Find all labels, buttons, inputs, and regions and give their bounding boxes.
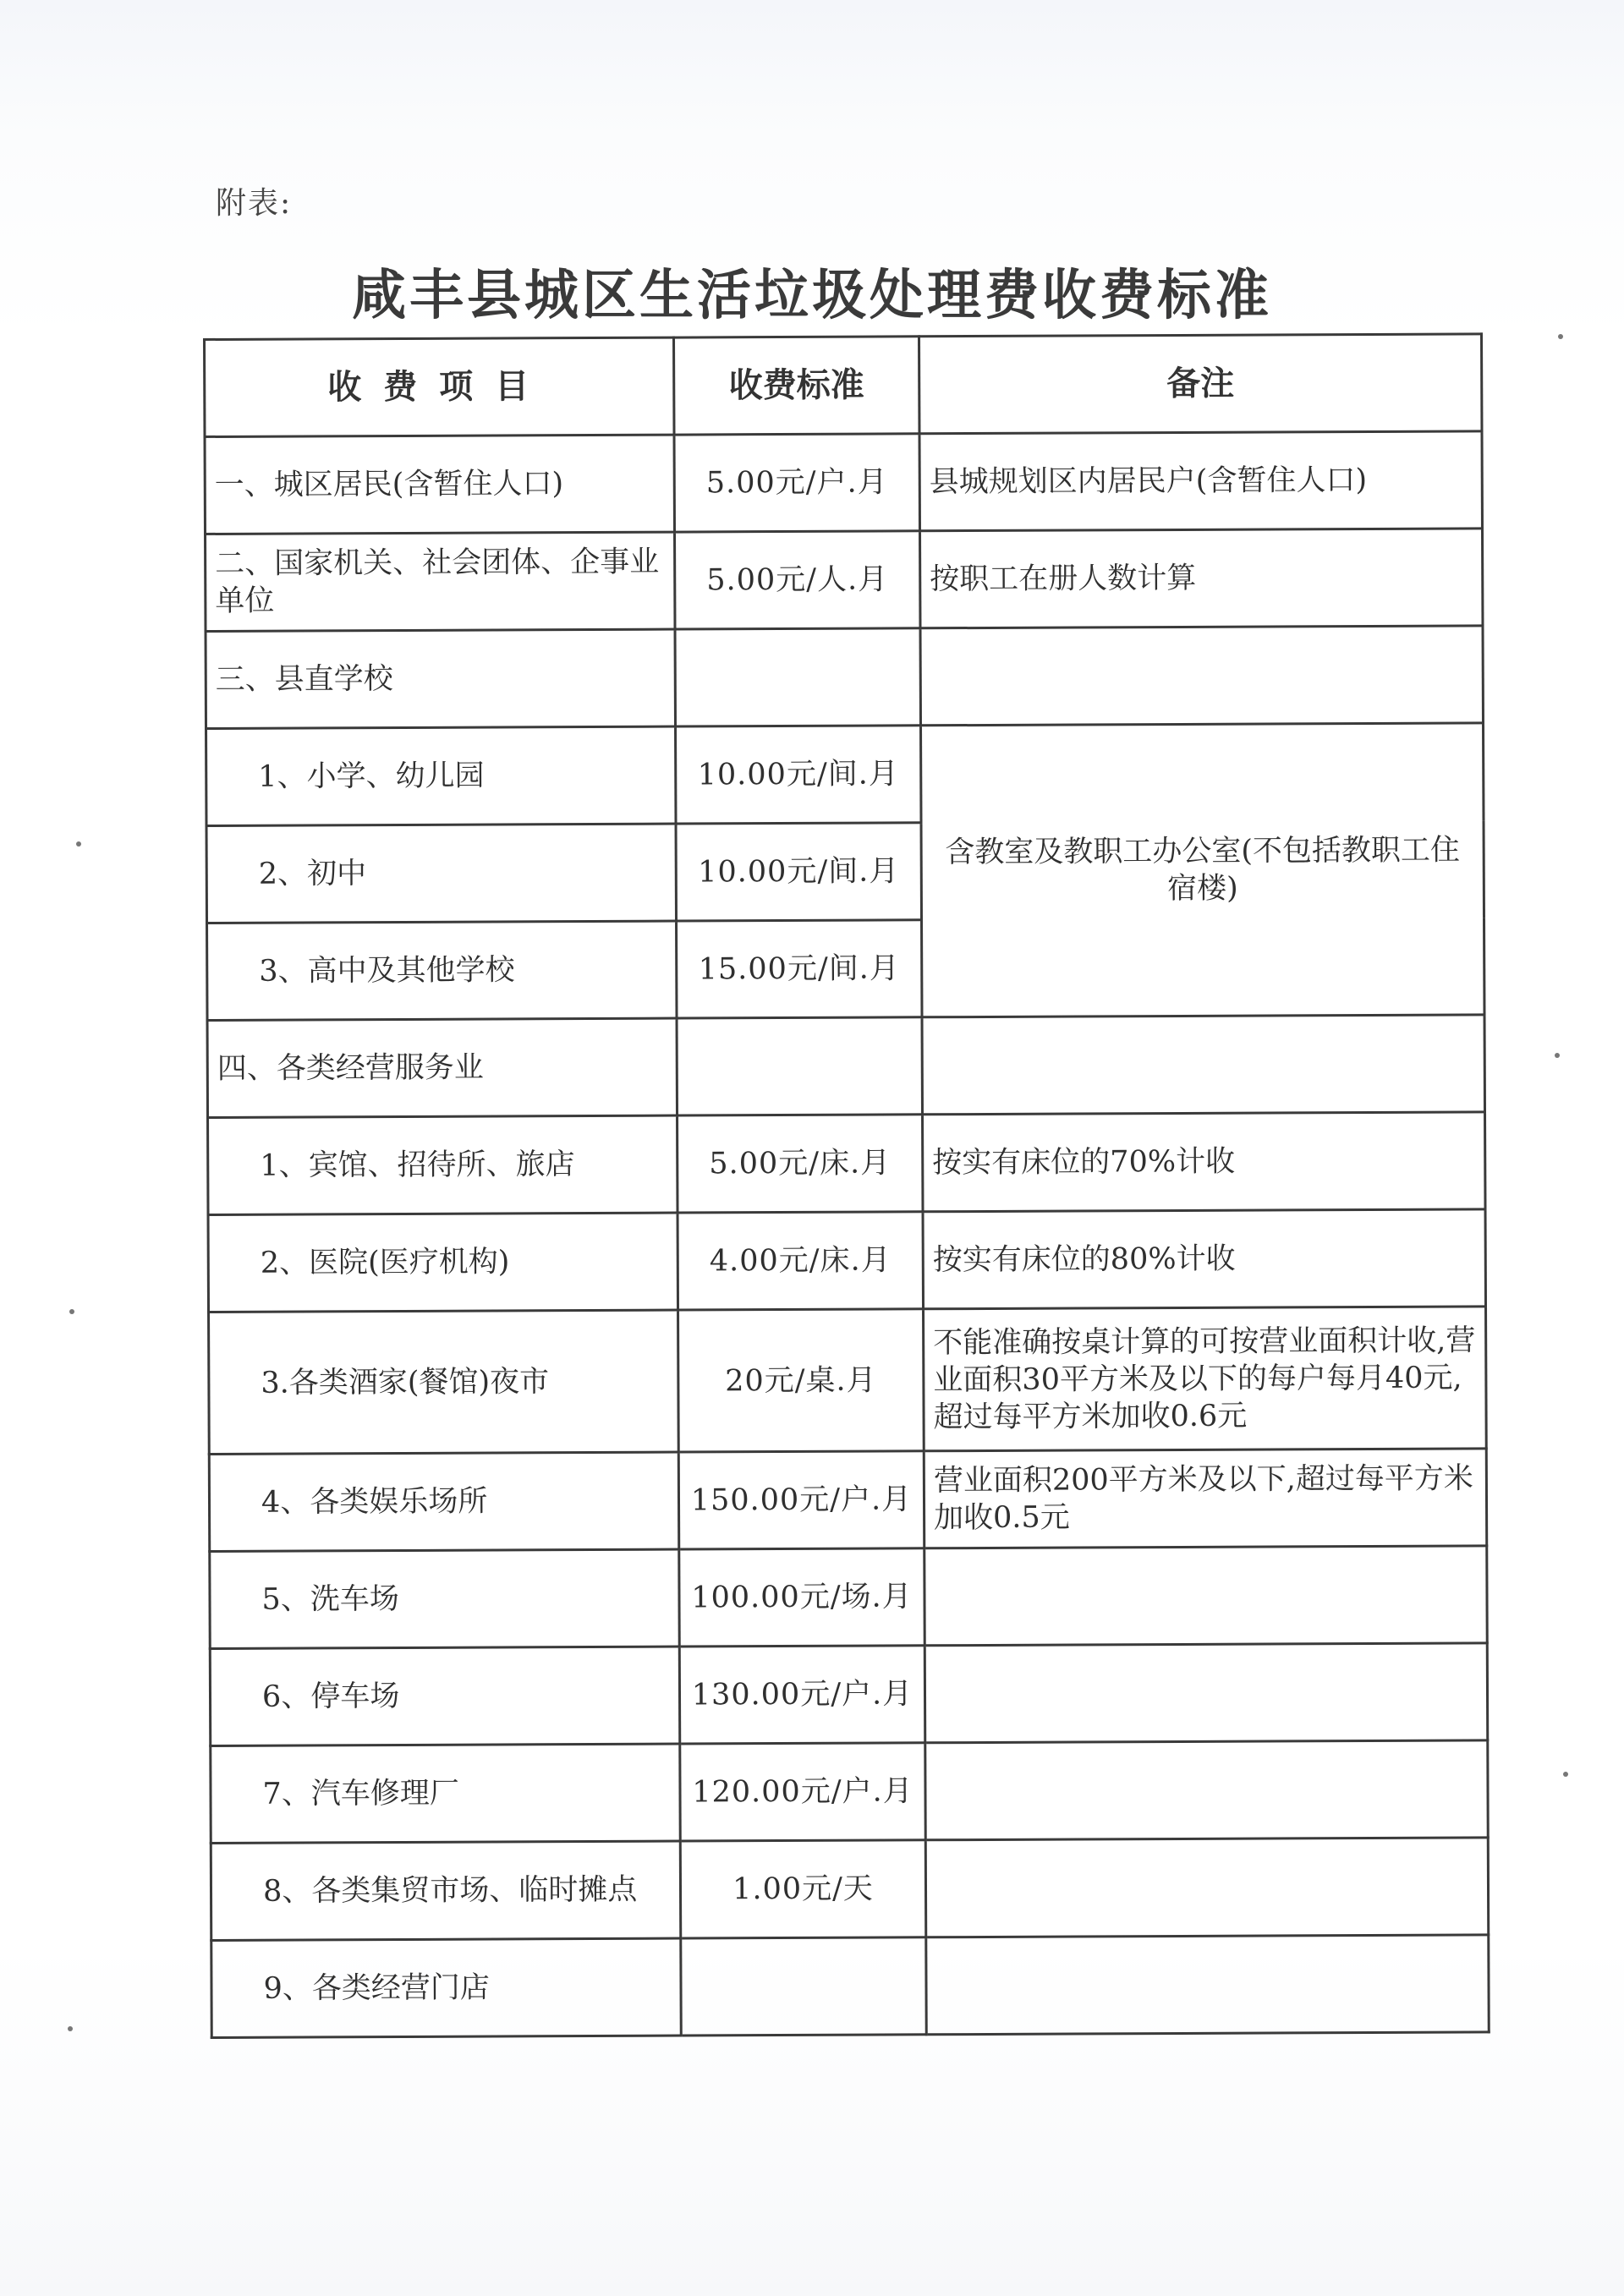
row-standard: 100.00元/场.月 [679, 1548, 924, 1647]
row-item: 6、停车场 [210, 1647, 679, 1745]
header-remark: 备注 [919, 334, 1481, 434]
row-standard: 130.00元/户.月 [679, 1646, 924, 1744]
row-standard: 20元/桌.月 [678, 1309, 924, 1452]
row-standard: 5.00元/床.月 [678, 1115, 923, 1213]
table-row [205, 431, 1482, 534]
row-item: 9、各类经营门店 [211, 1938, 681, 2037]
annex-label: 附表: [216, 186, 293, 221]
row-item: 4、各类娱乐场所 [209, 1452, 678, 1551]
fee-standard-table [203, 332, 1490, 2039]
page-title: 咸丰县城区生活垃圾处理费收费标准 [352, 265, 1272, 327]
row-remark: 按职工在册人数计算 [920, 529, 1483, 628]
scan-speck [76, 841, 81, 847]
row-item: 四、各类经营服务业 [207, 1018, 677, 1117]
row-remark [925, 1740, 1488, 1840]
table-row [206, 723, 1484, 826]
row-item: 二、国家机关、社会团体、企事业单位 [206, 532, 675, 631]
table-header-row [205, 334, 1482, 437]
table-row [208, 1112, 1485, 1215]
row-remark: 按实有床位的70%计收 [923, 1112, 1485, 1212]
scan-speck [1558, 334, 1563, 339]
row-standard: 10.00元/间.月 [676, 726, 921, 824]
scan-speck [1563, 1772, 1568, 1777]
row-standard: 5.00元/户.月 [674, 434, 919, 532]
row-remark [920, 626, 1483, 726]
row-remark: 不能准确按桌计算的可按营业面积计收,营业面积30平方米及以下的每户每月40元,超过每平方米加收0.6元 [924, 1307, 1487, 1451]
table-row [206, 529, 1483, 632]
row-standard: 1.00元/天 [680, 1840, 925, 1938]
row-standard: 120.00元/户.月 [680, 1743, 925, 1841]
table-row [209, 1449, 1486, 1552]
row-remark [925, 1838, 1488, 1937]
row-standard: 15.00元/间.月 [677, 920, 922, 1018]
row-standard: 10.00元/间.月 [676, 823, 921, 921]
row-standard: 4.00元/床.月 [678, 1212, 923, 1310]
table-row [207, 1015, 1484, 1118]
table-row [211, 1838, 1488, 1941]
row-item: 一、城区居民(含暂住人口) [205, 435, 674, 534]
row-item: 3、高中及其他学校 [207, 921, 677, 1020]
row-item: 2、医院(医疗机构) [208, 1213, 678, 1312]
scan-speck [68, 2026, 73, 2031]
row-remark [924, 1546, 1487, 1646]
row-item: 5、洗车场 [210, 1549, 679, 1648]
row-item: 1、宾馆、招待所、旅店 [208, 1115, 678, 1214]
scan-speck [1555, 1053, 1560, 1058]
header-standard: 收费标准 [674, 337, 919, 435]
table-row [206, 626, 1483, 729]
row-remark: 县城规划区内居民户(含暂住人口) [919, 431, 1482, 531]
table-row [211, 1935, 1489, 2038]
scan-speck [69, 1309, 74, 1314]
table-row [208, 1209, 1485, 1312]
row-remark [922, 1015, 1484, 1115]
row-item: 三、县直学校 [206, 629, 675, 728]
row-item: 8、各类集贸市场、临时摊点 [211, 1841, 680, 1940]
row-standard [675, 628, 920, 726]
header-item: 收费项目 [205, 337, 674, 436]
row-item: 2、初中 [206, 824, 676, 923]
table-row [210, 1546, 1487, 1649]
table-row [209, 1307, 1487, 1455]
row-item: 7、汽车修理厂 [211, 1744, 680, 1843]
row-remark [924, 1643, 1487, 1743]
row-item: 3.各类酒家(餐馆)夜市 [209, 1310, 679, 1454]
row-remark: 营业面积200平方米及以下,超过每平方米加收0.5元 [924, 1449, 1486, 1548]
table-row [211, 1740, 1488, 1844]
row-standard [677, 1017, 922, 1115]
row-item: 1、小学、幼儿园 [206, 726, 676, 825]
row-standard: 150.00元/户.月 [678, 1451, 924, 1549]
row-remark-merged: 含教室及教职工办公室(不包括教职工住宿楼) [921, 723, 1484, 1017]
row-standard [681, 1937, 926, 2036]
row-remark [926, 1935, 1489, 2035]
row-standard: 5.00元/人.月 [675, 531, 920, 629]
table-row [210, 1643, 1487, 1746]
row-remark: 按实有床位的80%计收 [923, 1209, 1485, 1309]
